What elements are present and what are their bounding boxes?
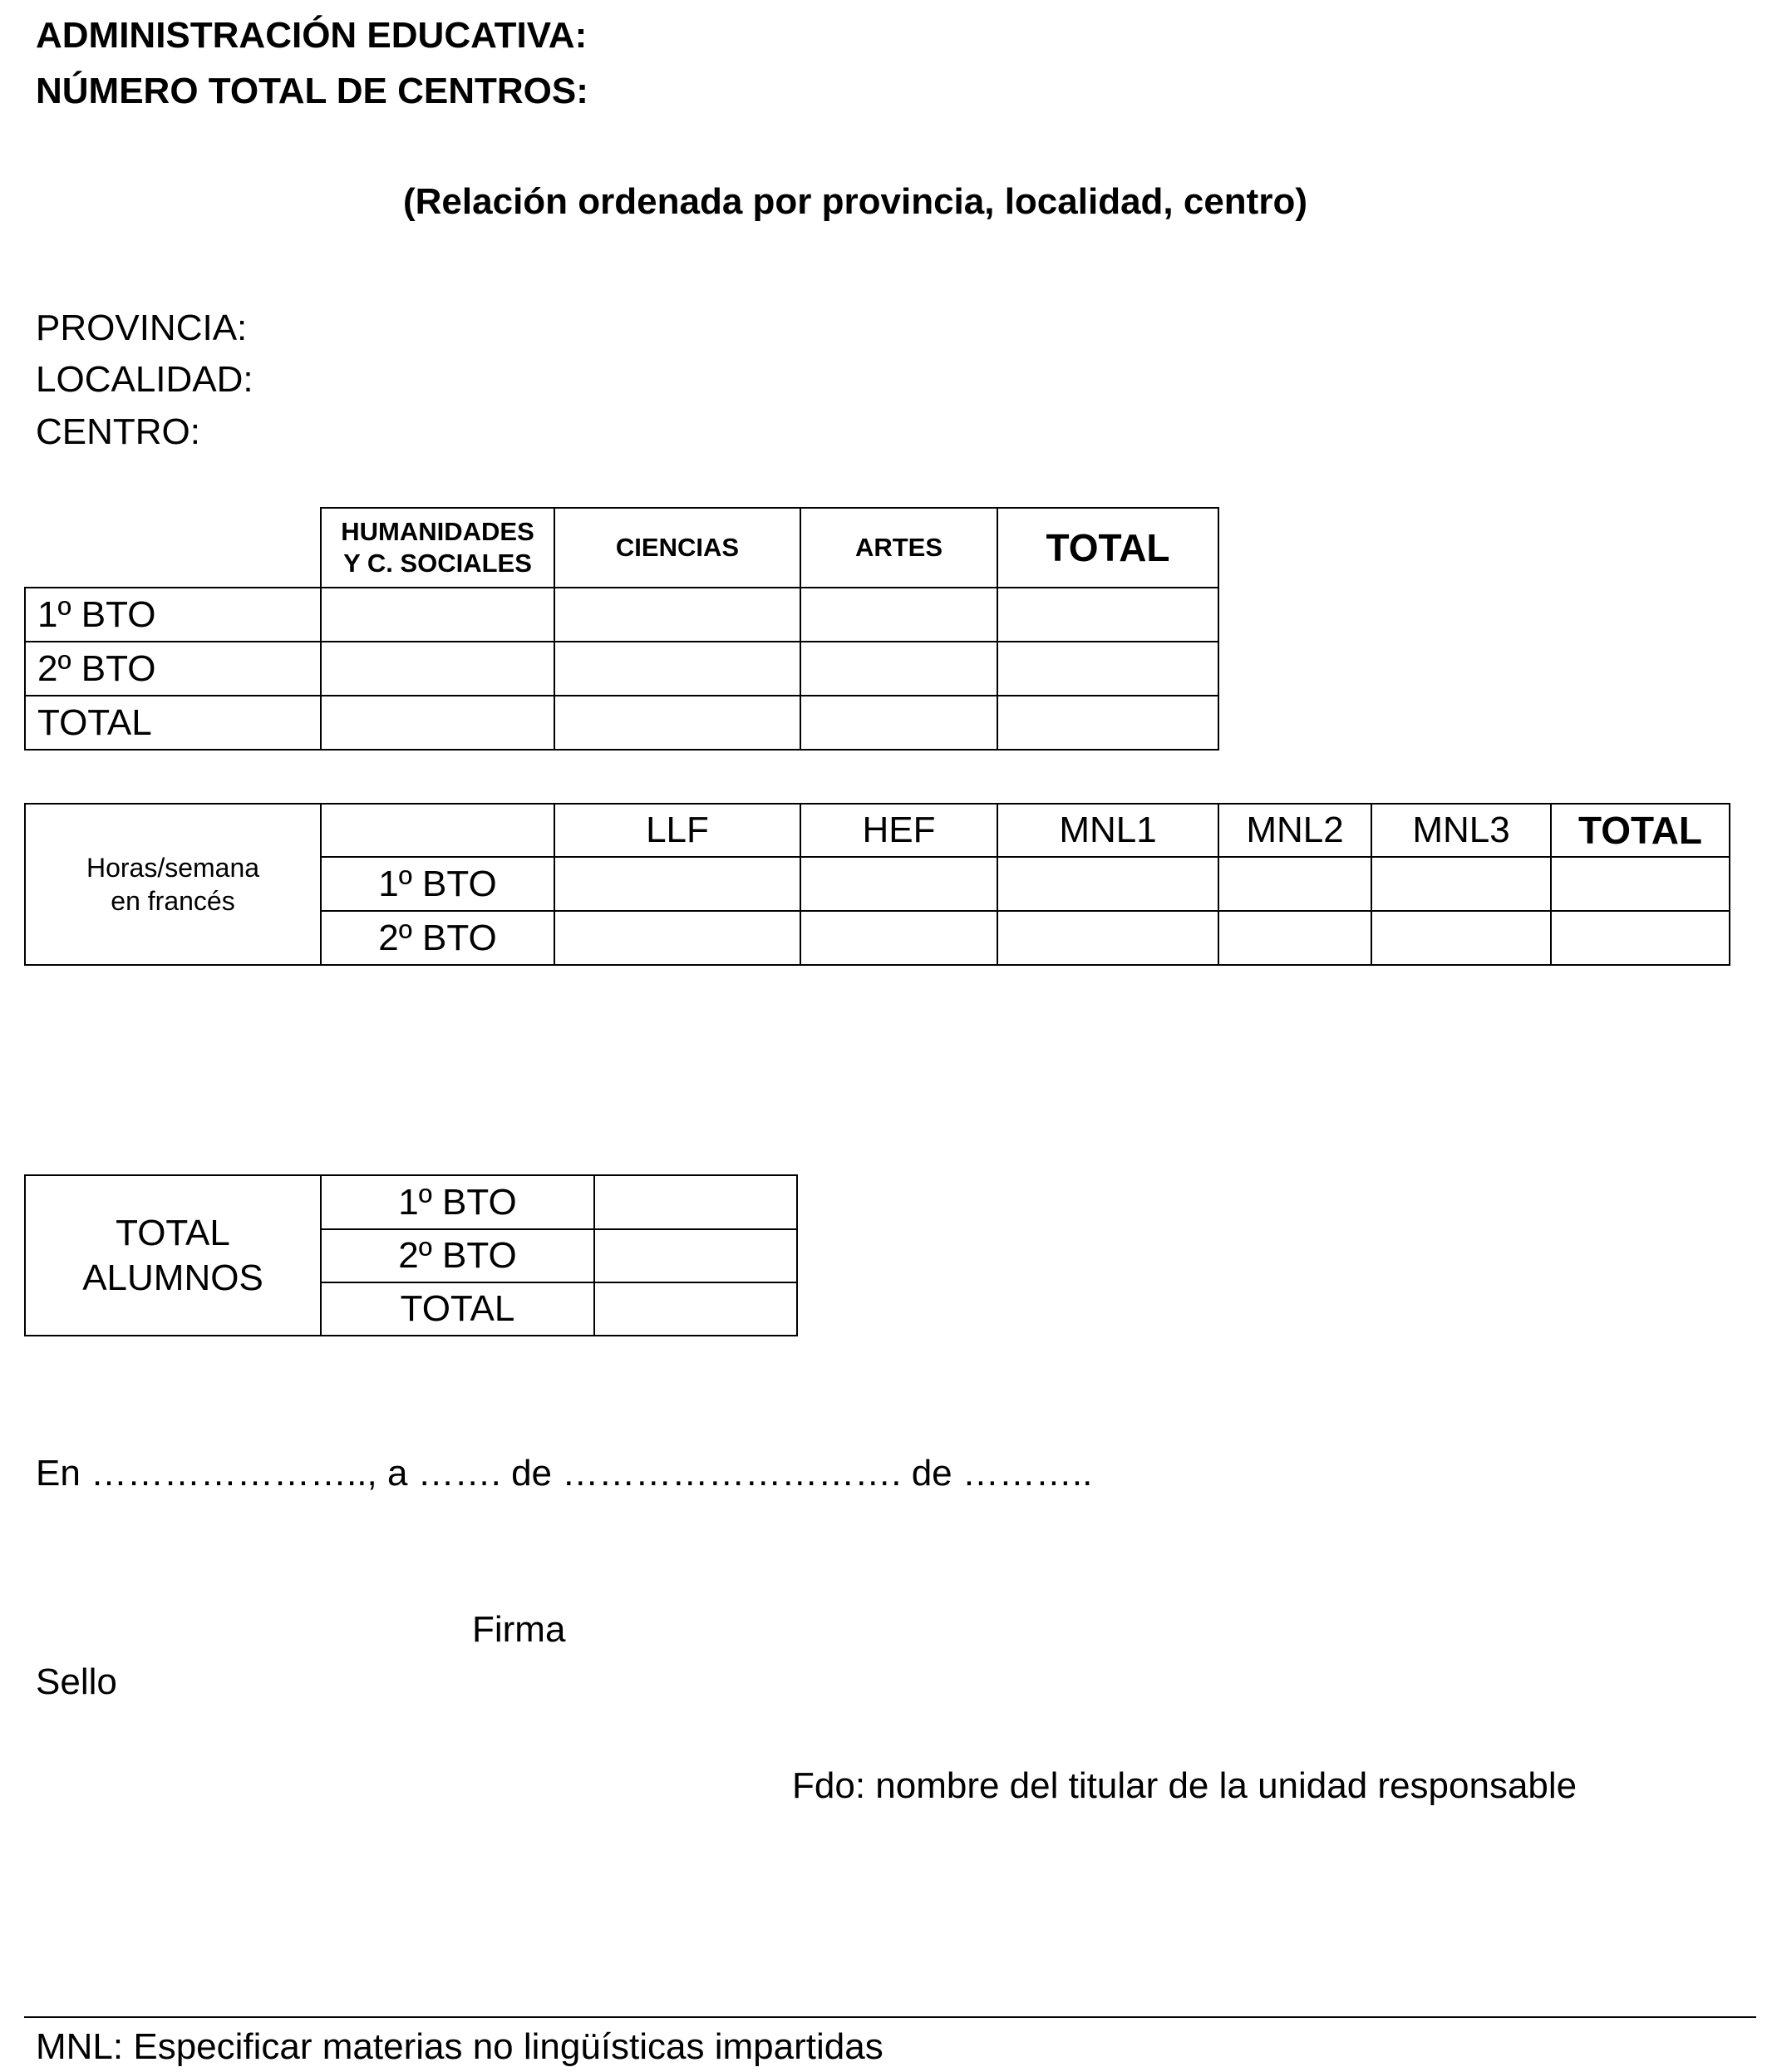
cell-input[interactable]	[1551, 911, 1730, 965]
signature-label: Firma	[472, 1609, 566, 1650]
header-total: TOTAL	[997, 508, 1218, 588]
cell-input[interactable]	[1218, 857, 1371, 911]
cell-input[interactable]	[554, 911, 800, 965]
cell-input[interactable]	[997, 642, 1218, 696]
header-arts: ARTES	[800, 508, 997, 588]
date-line: En ………………….., a ……. de ………………………. de ………..	[36, 1453, 1093, 1494]
cell-input[interactable]	[321, 588, 554, 642]
cell-input[interactable]	[321, 642, 554, 696]
cell-input[interactable]	[594, 1282, 797, 1336]
footnote-divider	[24, 2016, 1756, 2018]
total-centers-label: NÚMERO TOTAL DE CENTROS:	[36, 71, 588, 111]
hours-label-line2: en francés	[111, 886, 235, 916]
signed-by: Fdo: nombre del titular de la unidad responsable	[792, 1765, 1578, 1806]
students-label	[25, 1175, 321, 1336]
row-label-total: TOTAL	[25, 696, 321, 750]
row-label-1bto: 1º BTO	[321, 857, 554, 911]
row-label-2bto: 2º BTO	[321, 911, 554, 965]
ordering-note: (Relación ordenada por provincia, localidad, centro)	[403, 181, 1307, 222]
students-label-line2: ALUMNOS	[82, 1257, 263, 1298]
col-mnl1: MNL1	[997, 804, 1218, 857]
cell-input[interactable]	[800, 857, 997, 911]
row-label-1bto: 1º BTO	[25, 588, 321, 642]
cell-input[interactable]	[594, 1175, 797, 1229]
col-mnl2: MNL2	[1218, 804, 1371, 857]
footnote: MNL: Especificar materias no lingüísticas impartidas	[36, 2026, 884, 2067]
cell-input[interactable]	[321, 696, 554, 750]
row-label-2bto: 2º BTO	[25, 642, 321, 696]
cell-input[interactable]	[800, 588, 997, 642]
col-llf: LLF	[554, 804, 800, 857]
cell-input[interactable]	[554, 588, 800, 642]
hours-table	[24, 803, 1730, 966]
hours-label-line1: Horas/semana	[86, 853, 260, 883]
modalities-table	[24, 507, 1219, 751]
students-table	[24, 1174, 798, 1336]
province-label: PROVINCIA:	[36, 308, 248, 348]
cell-input[interactable]	[1371, 911, 1551, 965]
cell-input[interactable]	[997, 857, 1218, 911]
stamp-label: Sello	[36, 1661, 117, 1702]
col-hef: HEF	[800, 804, 997, 857]
row-label-total: TOTAL	[321, 1282, 594, 1336]
cell-input[interactable]	[800, 911, 997, 965]
col-total: TOTAL	[1551, 804, 1730, 857]
cell-input[interactable]	[1218, 911, 1371, 965]
admin-label: ADMINISTRACIÓN EDUCATIVA:	[36, 15, 588, 56]
students-label-line1: TOTAL	[116, 1212, 230, 1253]
hours-label	[25, 804, 321, 965]
cell-input[interactable]	[554, 696, 800, 750]
cell-input[interactable]	[800, 696, 997, 750]
center-label: CENTRO:	[36, 411, 200, 452]
cell-input[interactable]	[1371, 857, 1551, 911]
header-humanities-line1: HUMANIDADES	[341, 517, 534, 546]
locality-label: LOCALIDAD:	[36, 359, 253, 400]
cell-input[interactable]	[800, 642, 997, 696]
row-label-2bto: 2º BTO	[321, 1229, 594, 1282]
cell-input[interactable]	[1551, 857, 1730, 911]
cell-input[interactable]	[554, 642, 800, 696]
cell-input[interactable]	[997, 696, 1218, 750]
header-sciences: CIENCIAS	[554, 508, 800, 588]
header-humanities-line2: Y C. SOCIALES	[343, 549, 532, 578]
cell-input[interactable]	[594, 1229, 797, 1282]
row-label-1bto: 1º BTO	[321, 1175, 594, 1229]
header-humanities	[321, 508, 554, 588]
cell-input[interactable]	[554, 857, 800, 911]
cell-input[interactable]	[997, 588, 1218, 642]
cell-input[interactable]	[997, 911, 1218, 965]
col-mnl3: MNL3	[1371, 804, 1551, 857]
